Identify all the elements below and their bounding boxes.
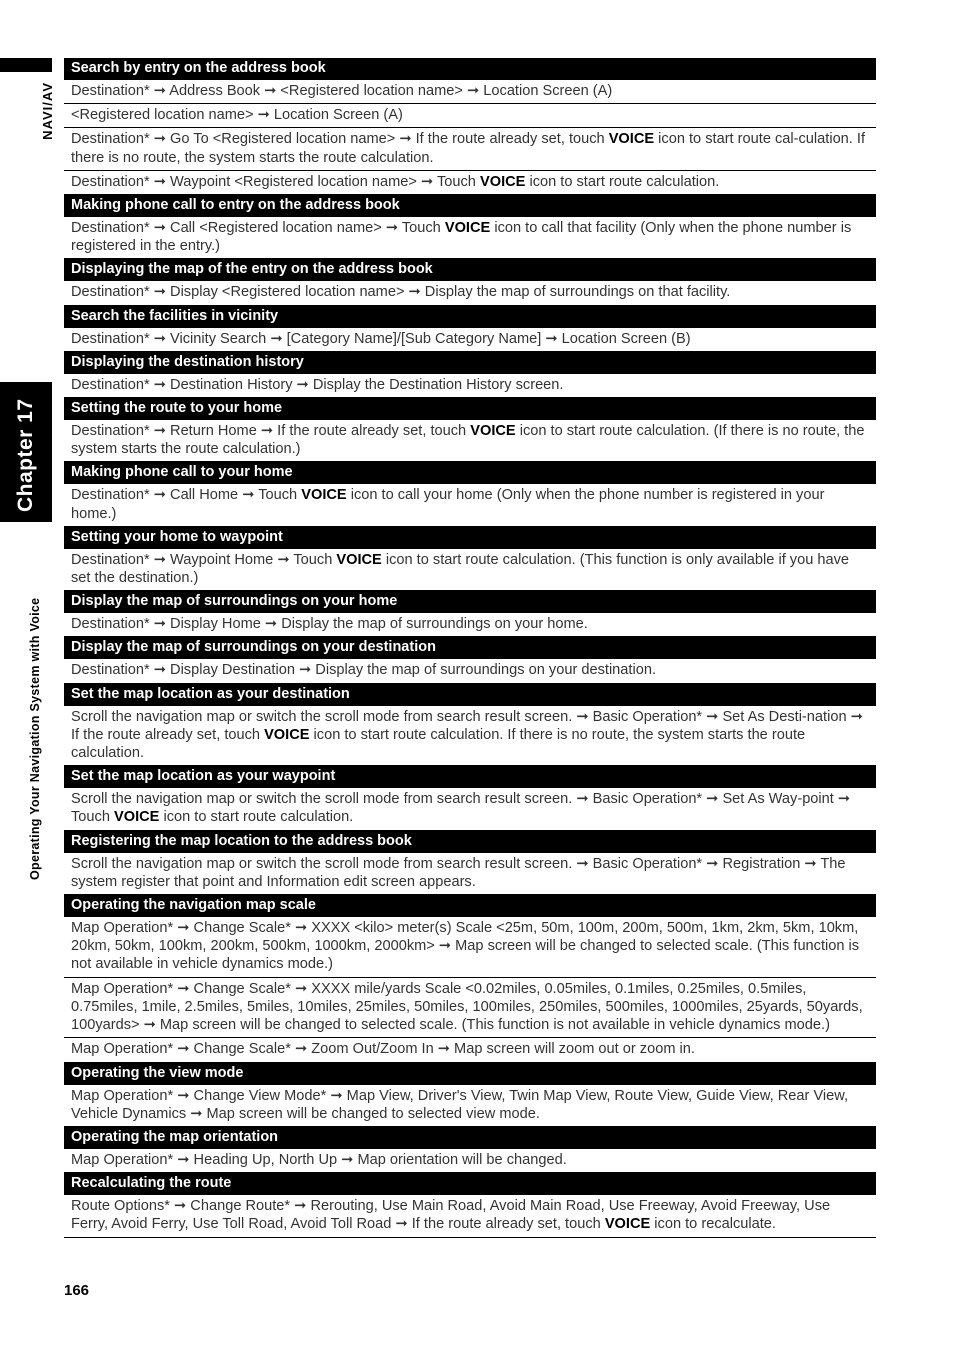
command-row [64, 128, 876, 170]
section-header: Making phone call to entry on the address book [64, 195, 876, 217]
command-row [64, 917, 876, 978]
command-row [64, 484, 876, 526]
command-row [64, 549, 876, 591]
command-text: icon to start route calculation. [525, 173, 720, 190]
command-row [64, 1085, 876, 1127]
section-header: Display the map of surroundings on your home [64, 591, 876, 613]
command-row [64, 1149, 876, 1173]
section-header: Search by entry on the address book [64, 58, 876, 80]
command-text: Scroll the navigation map or switch the scroll mode from search result screen. ➞ Basic Operation* ➞ Set As Way-point ➞ Touch [71, 791, 851, 826]
command-row [64, 1195, 876, 1237]
voice-keyword: VOICE [608, 131, 655, 148]
section-header: Recalculating the route [64, 1173, 876, 1195]
section-header: Setting the route to your home [64, 398, 876, 420]
command-text: Route Options* ➞ Change Route* ➞ Rerouting, Use Main Road, Avoid Main Road, Use Freeway, Avoid Freeway, Use Ferry, Avoid Ferry, Use Toll Road, Avoid Toll Road ➞ If the route already set, touch [71, 1198, 831, 1233]
command-row [64, 613, 876, 637]
command-text: icon to start route calculation. If there is no route, the system starts the route calculation. [71, 726, 806, 762]
command-text: Destination* ➞ Display Destination ➞ Display the map of surroundings on your destination. [71, 662, 656, 679]
section-header: Making phone call to your home [64, 462, 876, 484]
command-text: Destination* ➞ Display <Registered location name> ➞ Display the map of surroundings on that facility. [71, 284, 731, 301]
command-text: Destination* ➞ Vicinity Search ➞ [Category Name]/[Sub Category Name] ➞ Location Screen (B) [71, 330, 691, 347]
command-text: icon to start route calculation. (This function is only available if you have set the destination.) [71, 551, 850, 587]
command-text: icon to call that facility (Only when the phone number is registered in the entry.) [71, 220, 852, 255]
command-row [64, 706, 876, 767]
command-row [64, 328, 876, 352]
command-text: Destination* ➞ Call <Registered location name> ➞ Touch [71, 220, 445, 237]
chapter-label: Chapter 17 [14, 398, 37, 512]
navi-av-label: NAVI/AV [40, 82, 55, 140]
command-text: icon to start route calculation. [159, 809, 354, 826]
command-row [64, 104, 876, 128]
section-header: Operating the view mode [64, 1063, 876, 1085]
voice-keyword: VOICE [301, 487, 347, 504]
command-row [64, 978, 876, 1039]
command-text: Destination* ➞ Address Book ➞ <Registered location name> ➞ Location Screen (A) [71, 83, 613, 99]
command-row [64, 420, 876, 462]
section-header: Operating the navigation map scale [64, 895, 876, 917]
command-text: Destination* ➞ Destination History ➞ Display the Destination History screen. [71, 376, 564, 393]
command-text: icon to recalculate. [650, 1216, 776, 1233]
command-text: Map Operation* ➞ Change Scale* ➞ Zoom Out/Zoom In ➞ Map screen will zoom out or zoom in. [71, 1041, 695, 1058]
voice-command-table [64, 58, 876, 1238]
command-text: Map Operation* ➞ Change Scale* ➞ XXXX <kilo> meter(s) Scale <25m, 50m, 100m, 200m, 500m, 1km, 2km, 5km, 10km, 20km, 50km, 100km, 200km, 500km, 1000km, 2000km> ➞ Map screen will be changed to selected scale. (This function is not available in vehicle dynamics mode.) [71, 920, 860, 973]
section-header: Set the map location as your destination [64, 684, 876, 706]
voice-keyword: VOICE [444, 220, 491, 237]
section-header: Search the facilities in vicinity [64, 306, 876, 328]
command-text: Map Operation* ➞ Change Scale* ➞ XXXX mile/yards Scale <0.02miles, 0.05miles, 0.1miles, 0.25miles, 0.5miles, 0.75miles, 1mile, 2.5miles, 5miles, 10miles, 25miles, 50miles, 100miles, 250miles, 500miles, 1000miles, 25yards, 50yards, 100yards> ➞ Map screen will be changed to selected scale. (This function is not available in vehicle dynamics mode.) [71, 980, 863, 1034]
command-text: Destination* ➞ Display Home ➞ Display the map of surroundings on your home. [71, 616, 588, 633]
command-row [64, 374, 876, 398]
command-text: Destination* ➞ Go To <Registered location name> ➞ If the route already set, touch [71, 131, 609, 148]
command-row [64, 659, 876, 683]
section-header: Displaying the destination history [64, 352, 876, 374]
section-header: Operating the map orientation [64, 1127, 876, 1149]
voice-keyword: VOICE [336, 551, 382, 568]
sidebar-tab-marker [0, 58, 52, 72]
section-header: Registering the map location to the address book [64, 831, 876, 853]
command-row [64, 80, 876, 104]
section-header: Displaying the map of the entry on the address book [64, 259, 876, 281]
command-text: Destination* ➞ Waypoint Home ➞ Touch [71, 551, 337, 568]
voice-keyword: VOICE [470, 423, 516, 440]
command-text: icon to start route cal-culation. If there is no route, the system starts the route calculation. [71, 131, 866, 166]
section-label: Operating Your Navigation System with Voice [28, 597, 42, 880]
section-header: Setting your home to waypoint [64, 527, 876, 549]
page-number: 166 [64, 1282, 90, 1299]
section-header: Display the map of surroundings on your destination [64, 637, 876, 659]
command-row [64, 1038, 876, 1062]
command-text: Destination* ➞ Return Home ➞ If the route already set, touch [71, 423, 471, 440]
voice-keyword: VOICE [264, 726, 310, 743]
command-row [64, 217, 876, 259]
voice-keyword: VOICE [114, 809, 160, 826]
command-text: Destination* ➞ Call Home ➞ Touch [71, 487, 302, 504]
voice-keyword: VOICE [604, 1216, 651, 1233]
command-row [64, 171, 876, 195]
command-text: Scroll the navigation map or switch the scroll mode from search result screen. ➞ Basic Operation* ➞ Set As Desti-nation ➞ If the route already set, touch [71, 708, 863, 743]
command-row [64, 853, 876, 895]
command-text: <Registered location name> ➞ Location Screen (A) [71, 107, 403, 124]
section-header: Set the map location as your waypoint [64, 766, 876, 788]
command-text: Map Operation* ➞ Change View Mode* ➞ Map View, Driver's View, Twin Map View, Route View, Guide View, Rear View, Vehicle Dynamics ➞ Map screen will be changed to selected view mode. [71, 1087, 849, 1122]
command-row [64, 281, 876, 305]
command-text: Scroll the navigation map or switch the scroll mode from search result screen. ➞ Basic Operation* ➞ Registration ➞ The system register that point and Information edit screen appears. [71, 855, 846, 890]
command-text: icon to call your home (Only when the phone number is registered in your home.) [71, 487, 825, 522]
command-row [64, 788, 876, 830]
command-text: Map Operation* ➞ Heading Up, North Up ➞ Map orientation will be changed. [71, 1151, 567, 1168]
command-text: icon to start route calculation. (If there is no route, the system starts the route calculation.) [71, 423, 865, 458]
command-text: Destination* ➞ Waypoint <Registered location name> ➞ Touch [71, 173, 480, 190]
voice-keyword: VOICE [479, 173, 526, 190]
